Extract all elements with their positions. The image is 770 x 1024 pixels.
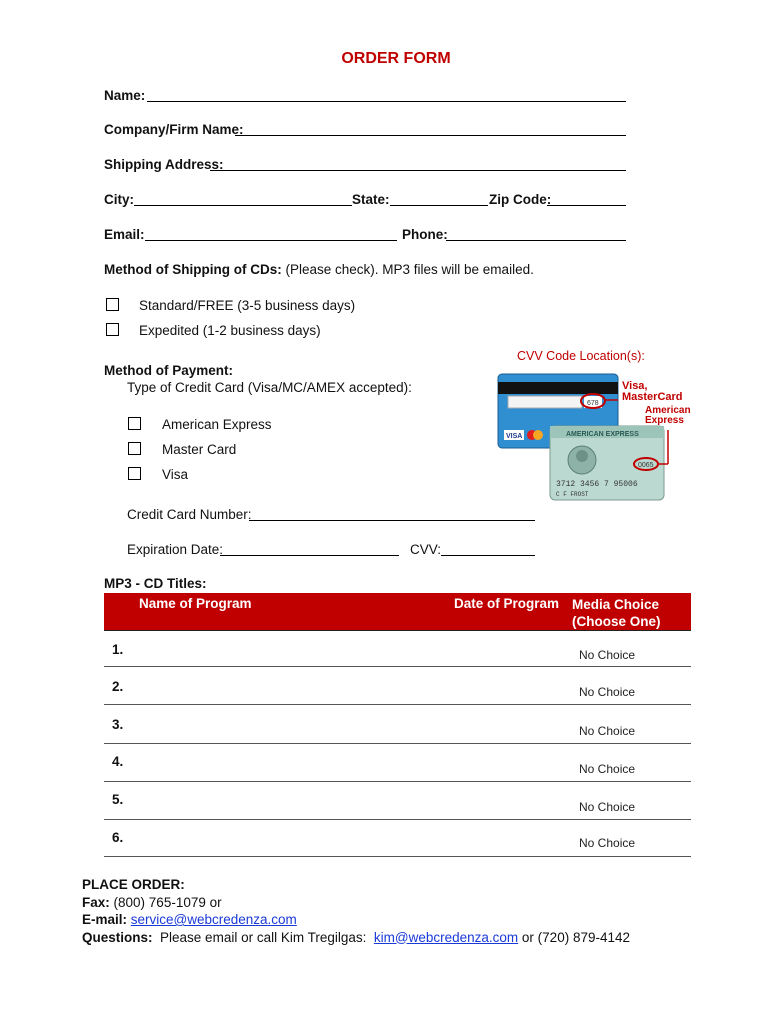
row-number: 3. (112, 717, 124, 732)
visa-logo-text: VISA (506, 433, 523, 440)
shipping-method-note: (Please check). MP3 files will be emailed. (285, 262, 534, 277)
visa-label: Visa (162, 467, 189, 482)
shipping-method-label: Method of Shipping of CDs: (104, 262, 282, 277)
city-label: City: (104, 192, 134, 207)
media-choice-select[interactable]: No Choice (579, 724, 636, 738)
table-row (104, 667, 691, 705)
mp3-titles-heading: MP3 - CD Titles: (104, 576, 207, 591)
questions-label: Questions: (82, 929, 153, 945)
zip-field[interactable] (547, 190, 626, 206)
expedited-shipping-checkbox[interactable] (106, 323, 119, 336)
card-type-label: Type of Credit Card (Visa/MC/AMEX accepted): (127, 380, 412, 395)
amex-cvv-text: 0065 (638, 462, 654, 469)
name-label: Name: (104, 88, 146, 103)
media-choice-select[interactable]: No Choice (579, 685, 636, 699)
standard-shipping-label: Standard/FREE (3-5 business days) (139, 298, 356, 313)
mastercard-label: Master Card (162, 442, 237, 457)
phone-field[interactable] (446, 225, 626, 241)
table-row (104, 743, 691, 781)
payment-method-label: Method of Payment: (104, 363, 234, 378)
email-contact-label: E-mail: (82, 912, 128, 927)
row-number: 2. (112, 679, 124, 694)
amex-number-text: 3712 3456 7 95006 (556, 480, 638, 489)
table-row (104, 819, 691, 857)
place-order-section (82, 876, 630, 946)
amex-checkbox[interactable] (128, 417, 141, 430)
media-choice-select[interactable]: No Choice (579, 836, 636, 850)
state-field[interactable] (390, 190, 488, 206)
form-title: ORDER FORM (341, 50, 451, 67)
cvv-field[interactable] (441, 540, 535, 556)
company-field[interactable] (235, 120, 626, 136)
col-date-header: Date of Program (454, 596, 560, 611)
program-table (104, 630, 691, 862)
media-choice-select[interactable]: No Choice (579, 800, 636, 814)
cvv-label: CVV: (410, 542, 442, 557)
card-number-field[interactable] (249, 505, 535, 521)
fax-label: Fax: (82, 894, 110, 910)
service-email-link[interactable]: service@webcredenza.com (130, 912, 297, 927)
visa-checkbox[interactable] (128, 467, 141, 480)
table-row (104, 705, 691, 743)
state-label: State: (352, 192, 390, 207)
mastercard-checkbox[interactable] (128, 442, 141, 455)
city-field[interactable] (134, 190, 352, 206)
shipping-address-label: Shipping Address: (104, 157, 224, 172)
email-field[interactable] (145, 225, 397, 241)
row-number: 4. (112, 754, 124, 769)
amex-name-text: C F FROST (556, 491, 589, 498)
zip-label: Zip Code: (489, 192, 552, 207)
email-label: Email: (104, 227, 145, 242)
fax-value: (800) 765-1079 or (113, 894, 222, 910)
questions-tail: or (720) 879-4142 (521, 929, 630, 945)
media-choice-select[interactable]: No Choice (579, 648, 636, 662)
kim-email-link[interactable]: kim@webcredenza.com (373, 929, 519, 945)
col-program-header: Name of Program (139, 596, 252, 611)
shipping-method-heading (104, 262, 534, 277)
media-choice-select[interactable]: No Choice (579, 762, 636, 776)
name-field[interactable] (147, 86, 626, 102)
row-number: 5. (112, 792, 124, 807)
table-row (104, 781, 691, 819)
visa-mc-caption: Visa, MasterCard (622, 380, 683, 403)
company-label: Company/Firm Name: (104, 122, 244, 137)
shipping-address-field[interactable] (210, 155, 626, 171)
place-order-heading: PLACE ORDER: (82, 877, 185, 892)
expiration-field[interactable] (220, 540, 399, 556)
questions-text: Please email or call Kim Tregilgas: (160, 929, 367, 945)
expedited-shipping-label: Expedited (1-2 business days) (139, 323, 321, 338)
standard-shipping-checkbox[interactable] (106, 298, 119, 311)
row-number: 6. (112, 830, 124, 845)
phone-label: Phone: (402, 227, 448, 242)
back-cvv-text: 678 (587, 400, 599, 407)
amex-caption: American Express (645, 405, 691, 426)
col-media-header: Media Choice (Choose One) (572, 597, 661, 629)
card-number-label: Credit Card Number: (127, 507, 252, 522)
table-row (104, 630, 691, 667)
expiration-label: Expiration Date: (127, 542, 224, 557)
amex-brand-text: AMERICAN EXPRESS (566, 431, 639, 438)
cvv-location-caption: CVV Code Location(s): (517, 349, 645, 363)
table-header (104, 593, 691, 630)
row-number: 1. (112, 642, 124, 657)
amex-label: American Express (162, 417, 272, 432)
